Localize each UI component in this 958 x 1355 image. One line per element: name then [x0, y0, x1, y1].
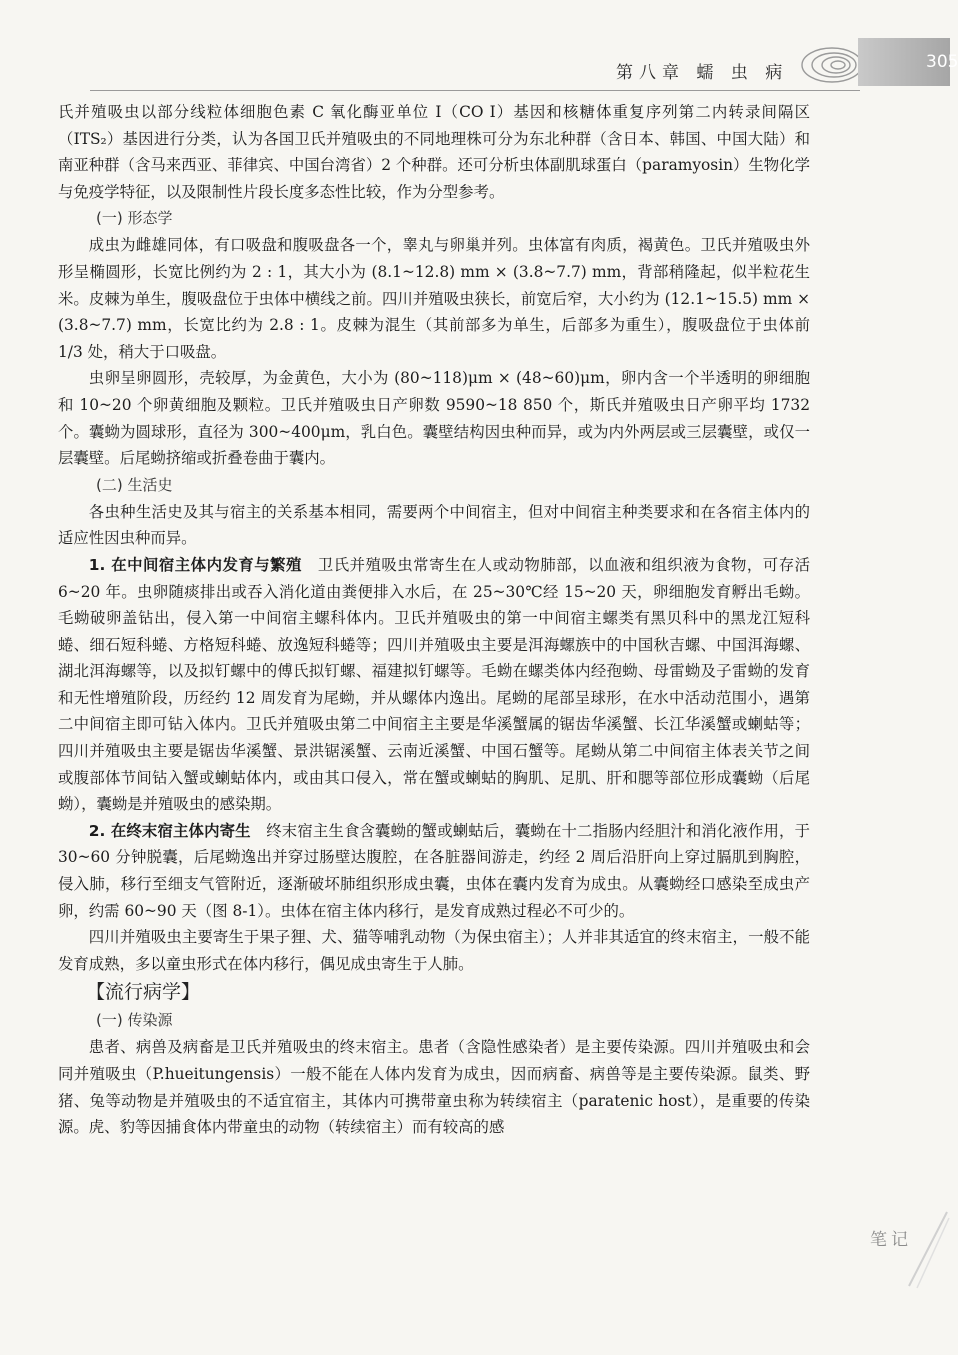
- life-cycle-paragraph-intro: 各虫种生活史及其与宿主的关系基本相同，需要两个中间宿主，但对中间宿主种类要求和在各宿主体内的适应性因虫种而异。: [58, 502, 810, 548]
- subheading-intermediate-host: 1. 在中间宿主体内发育与繁殖: [88, 555, 302, 574]
- section-heading-infection-source: (一) 传染源: [96, 1011, 173, 1030]
- epidemiology-paragraph-source: 患者、病兽及病畜是卫氏并殖吸虫的终末宿主。患者（含隐性感染者）是主要传染源。四川并殖吸虫和会同并殖吸虫（P.hueitungensis）一般不能在人体内发育为成虫，因而病畜、病兽等是主要传染源。鼠类、野猪、兔等动物是并殖吸虫的不适宜宿主，其体内可携带童虫称为转续宿主（paratenic host），是重要的传染源。虎、豹等因捕食体内带童虫的动物（转续宿主）而有较高的感: [58, 1038, 810, 1137]
- intro-paragraph: 氏并殖吸虫以部分线粒体细胞色素 C 氧化酶亚单位 I（CO I）基因和核糖体重复序列第二内转录间隔区（ITS₂）基因进行分类，认为各国卫氏并殖吸虫的不同地理株可分为东北种群（含日本、韩国、中国大陆）和南亚种群（含马来西亚、菲律宾、中国台湾省）2 个种群。还可分析虫体副肌球蛋白（paramyosin）生物化学与免疫学特征，以及限制性片段长度多态性比较，作为分型参考。: [58, 103, 810, 201]
- morphology-paragraph-adult: 成虫为雌雄同体，有口吸盘和腹吸盘各一个，睾丸与卵巢并列。虫体富有肉质，褐黄色。卫氏并殖吸虫外形呈椭圆形，长宽比例约为 2 : 1，其大小为 (8.1~12.8) mm × (3.8~7.7) mm，背部稍隆起，似半粒花生米。皮棘为单生，腹吸盘位于虫体中横线之前。四川并殖吸虫狭长，前宽后窄，大小约为 (12.1~15.5) mm × (3.8~7.7) mm，长宽比约为 2.8 : 1。皮棘为混生（其前部多为单生，后部多为重生），腹吸盘位于虫体前 1/3 处，稍大于口吸盘。: [58, 236, 810, 361]
- notes-margin-label: 笔记: [870, 1230, 912, 1250]
- definitive-host-text: 终末宿主生食含囊蚴的蟹或蝲蛄后，囊蚴在十二指肠内经胆汁和消化液作用，于 30~60 分钟脱囊，后尾蚴逸出并穿过肠壁达腹腔，在各脏器间游走，约经 2 周后沿肝向上穿过膈肌到胸腔，侵入肺，移行至细支气管附近，逐渐破坏肺组织形成虫囊，虫体在囊内发育为成虫。从囊蚴经口感染至成虫产卵，约需 60~90 天（图 8-1）。虫体在宿主体内移行，是发育成熟过程必不可少的。: [58, 821, 810, 920]
- section-heading-epidemiology: 【流行病学】: [86, 981, 201, 1004]
- life-cycle-paragraph-intermediate: [58, 552, 810, 818]
- swirl-logo-icon: [798, 44, 866, 86]
- subheading-definitive-host: 2. 在终末宿主体内寄生: [88, 821, 251, 840]
- section-heading-morphology: (一) 形态学: [96, 209, 173, 228]
- chapter-title: 第八章 蠕 虫 病: [616, 63, 789, 83]
- morphology-paragraph-egg: 虫卵呈卵圆形，壳较厚，为金黄色，大小为 (80~118)μm × (48~60)μm，卵内含一个半透明的卵细胞和 10~20 个卵黄细胞及颗粒。卫氏并殖吸虫日产卵数 9590~18 850 个，斯氏并殖吸虫日产卵平均 1732 个。囊蚴为圆球形，直径为 300~400μm，乳白色。囊壁结构因虫种而异，或为内外两层或三层囊壁，或仅一层囊壁。后尾蚴挤缩或折叠卷曲于囊内。: [58, 369, 810, 468]
- section-heading-life-cycle: (二) 生活史: [96, 475, 173, 494]
- page-number: 305: [926, 52, 958, 72]
- header-rule: [90, 90, 860, 91]
- pen-stroke-decoration: [895, 1210, 950, 1290]
- page-content: [58, 99, 810, 1141]
- intermediate-host-text: 卫氏并殖吸虫常寄生在人或动物肺部，以血液和组织液为食物，可存活 6~20 年。虫卵随痰排出或吞入消化道由粪便排入水后，在 25~30℃经 15~20 天，卵细胞发育孵出毛蚴。毛蚴破卵盖钻出，侵入第一中间宿主螺科体内。卫氏并殖吸虫的第一中间宿主螺类有黑贝科中的黑龙江短科蜷、细石短科蜷、方格短科蜷、放逸短科蜷等；四川并殖吸虫主要是洱海螺族中的中国秋吉螺、中国洱海螺、湖北洱海螺等，以及拟钉螺中的傅氏拟钉螺、福建拟钉螺等。毛蚴在螺类体内经孢蚴、母雷蚴及子雷蚴的发育和无性增殖阶段，历经约 12 周发育为尾蚴，并从螺体内逸出。尾蚴的尾部呈球形，在水中活动范围小，遇第二中间宿主即可钻入体内。卫氏并殖吸虫第二中间宿主主要是华溪蟹属的锯齿华溪蟹、长江华溪蟹或蝲蛄等；四川并殖吸虫主要是锯齿华溪蟹、景洪锯溪蟹、云南近溪蟹、中国石蟹等。尾蚴从第二中间宿主体表关节之间或腹部体节间钻入蟹或蝲蛄体内，或由其口侵入，常在蟹或蝲蛄的胸肌、足肌、肝和腮等部位形成囊蚴（后尾蚴），囊蚴是并殖吸虫的感染期。: [58, 555, 810, 814]
- life-cycle-paragraph-definitive: [58, 818, 810, 924]
- page-header: [0, 38, 958, 96]
- life-cycle-paragraph-sichuan: 四川并殖吸虫主要寄生于果子狸、犬、猫等哺乳动物（为保虫宿主）；人并非其适宜的终末宿主，一般不能发育成熟，多以童虫形式在体内移行，偶见成虫寄生于人肺。: [58, 928, 810, 973]
